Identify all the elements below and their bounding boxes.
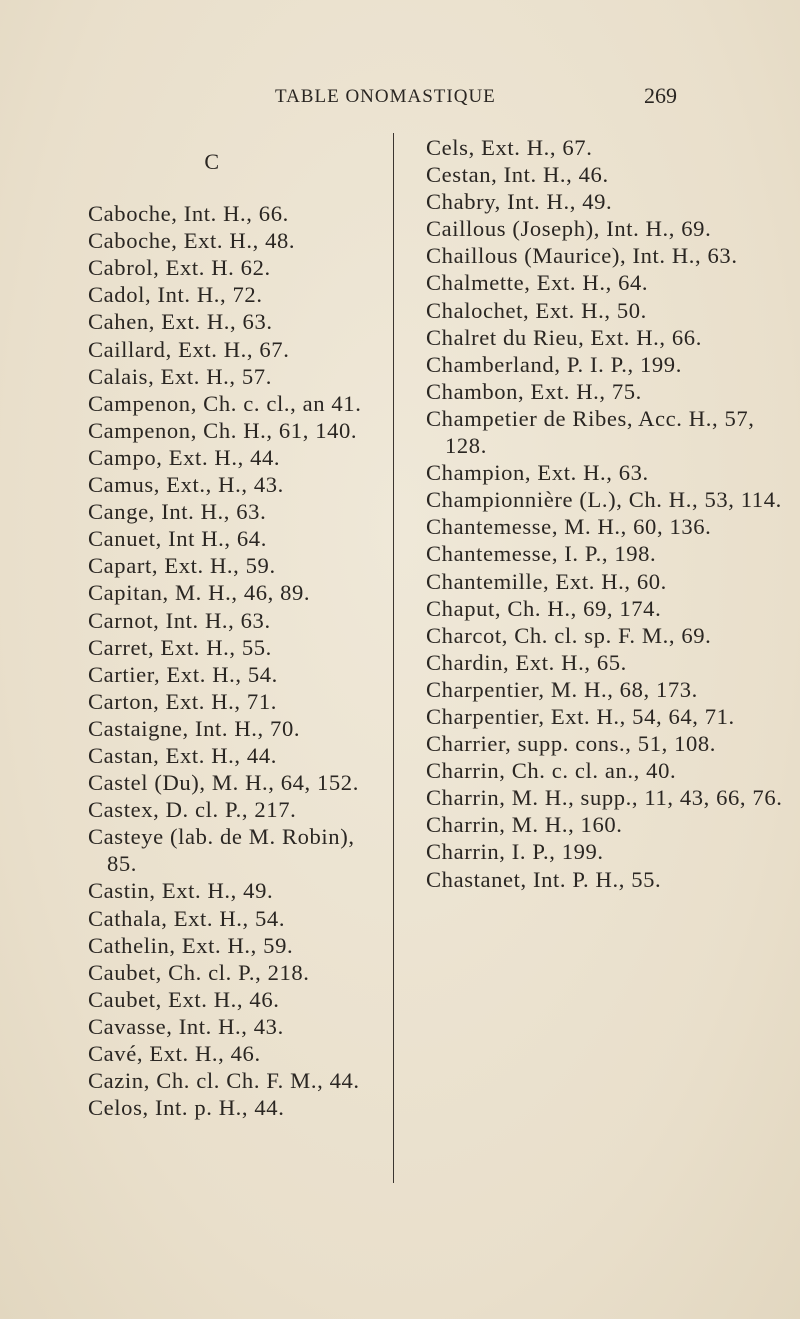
left-entries — [88, 200, 380, 1121]
index-entry: Caillard, Ext. H., 67. — [88, 336, 290, 362]
index-entry: Cahen, Ext. H., 63. — [88, 309, 273, 335]
index-entry: Champetier de Ribes, Acc. H., 57, 128. — [426, 405, 755, 459]
index-entry: Cadol, Int. H., 72. — [88, 282, 263, 308]
page-number: 269 — [644, 83, 677, 108]
right-column — [426, 134, 798, 893]
right-entries — [426, 134, 798, 893]
index-entry: Campenon, Ch. c. cl., an 41. — [88, 390, 362, 416]
index-entry: Chastanet, Int. P. H., 55. — [426, 866, 662, 892]
index-entry: Charrier, supp. cons., 51, 108. — [426, 731, 717, 757]
index-entry: Chaillous (Maurice), Int. H., 63. — [426, 243, 738, 269]
index-entry: Cestan, Int. H., 46. — [426, 162, 609, 188]
index-entry: Carnot, Int. H., 63. — [88, 607, 271, 633]
index-entry: Chaput, Ch. H., 69, 174. — [426, 595, 662, 621]
index-entry: Cathelin, Ext. H., 59. — [88, 932, 294, 958]
left-column — [88, 134, 380, 1121]
index-entry: Chalochet, Ext. H., 50. — [426, 297, 647, 323]
index-entry: Calais, Ext. H., 57. — [88, 363, 272, 389]
index-entry: Chalret du Rieu, Ext. H., 66. — [426, 324, 702, 350]
index-entry: Charpentier, M. H., 68, 173. — [426, 676, 698, 702]
index-entry: Chantemille, Ext. H., 60. — [426, 568, 667, 594]
index-entry: Charrin, M. H., 160. — [426, 812, 623, 838]
index-entry: Cabrol, Ext. H. 62. — [88, 255, 271, 281]
index-entry: Charrin, M. H., supp., 11, 43, 66, 76. — [426, 785, 783, 811]
index-entry: Castex, D. cl. P., 217. — [88, 797, 297, 823]
index-entry: Champion, Ext. H., 63. — [426, 460, 649, 486]
index-entry: Carret, Ext. H., 55. — [88, 634, 272, 660]
running-head: TABLE ONOMASTIQUE — [275, 86, 496, 107]
index-entry: Campenon, Ch. H., 61, 140. — [88, 417, 358, 443]
index-entry: Chalmette, Ext. H., 64. — [426, 270, 649, 296]
index-entry: Castel (Du), M. H., 64, 152. — [88, 770, 359, 796]
index-entry: Chardin, Ext. H., 65. — [426, 649, 627, 675]
index-entry: Championnière (L.), Ch. H., 53, 114. — [426, 487, 782, 513]
index-entry: Capitan, M. H., 46, 89. — [88, 580, 311, 606]
index-entry: Cazin, Ch. cl. Ch. F. M., 44. — [88, 1068, 360, 1094]
index-entry: Cavasse, Int. H., 43. — [88, 1013, 284, 1039]
index-entry: Charcot, Ch. cl. sp. F. M., 69. — [426, 622, 712, 648]
index-entry: Castaigne, Int. H., 70. — [88, 715, 301, 741]
index-entry: Charrin, Ch. c. cl. an., 40. — [426, 758, 677, 784]
index-entry: Cange, Int. H., 63. — [88, 499, 267, 525]
index-entry: Cathala, Ext. H., 54. — [88, 905, 286, 931]
index-entry: Capart, Ext. H., 59. — [88, 553, 276, 579]
index-entry: Chabry, Int. H., 49. — [426, 189, 613, 215]
index-entry: Celos, Int. p. H., 44. — [88, 1095, 285, 1121]
index-entry: Casteye (lab. de M. Robin), 85. — [88, 824, 355, 877]
index-entry: Chambon, Ext. H., 75. — [426, 378, 642, 404]
index-entry: Canuet, Int H., 64. — [88, 526, 267, 552]
index-entry: Cartier, Ext. H., 54. — [88, 661, 278, 687]
index-entry: Caillous (Joseph), Int. H., 69. — [426, 216, 712, 242]
index-entry: Chamberland, P. I. P., 199. — [426, 351, 682, 377]
index-entry: Castin, Ext. H., 49. — [88, 878, 274, 904]
index-entry: Campo, Ext. H., 44. — [88, 444, 281, 470]
index-entry: Charrin, I. P., 199. — [426, 839, 604, 865]
index-entry: Chantemesse, I. P., 198. — [426, 541, 657, 567]
index-entry: Camus, Ext., H., 43. — [88, 472, 284, 498]
index-entry: Charpentier, Ext. H., 54, 64, 71. — [426, 703, 735, 729]
section-letter: C — [204, 149, 220, 174]
index-entry: Caubet, Ch. cl. P., 218. — [88, 959, 310, 985]
index-entry: Chantemesse, M. H., 60, 136. — [426, 514, 712, 540]
index-entry: Castan, Ext. H., 44. — [88, 742, 277, 768]
index-entry: Caboche, Ext. H., 48. — [88, 228, 296, 254]
index-entry: Caubet, Ext. H., 46. — [88, 986, 280, 1012]
index-entry: Carton, Ext. H., 71. — [88, 688, 277, 714]
index-entry: Cels, Ext. H., 67. — [426, 135, 593, 160]
index-entry: Cavé, Ext. H., 46. — [88, 1041, 261, 1066]
index-entry: Caboche, Int. H., 66. — [88, 201, 289, 227]
column-divider — [393, 133, 394, 1183]
